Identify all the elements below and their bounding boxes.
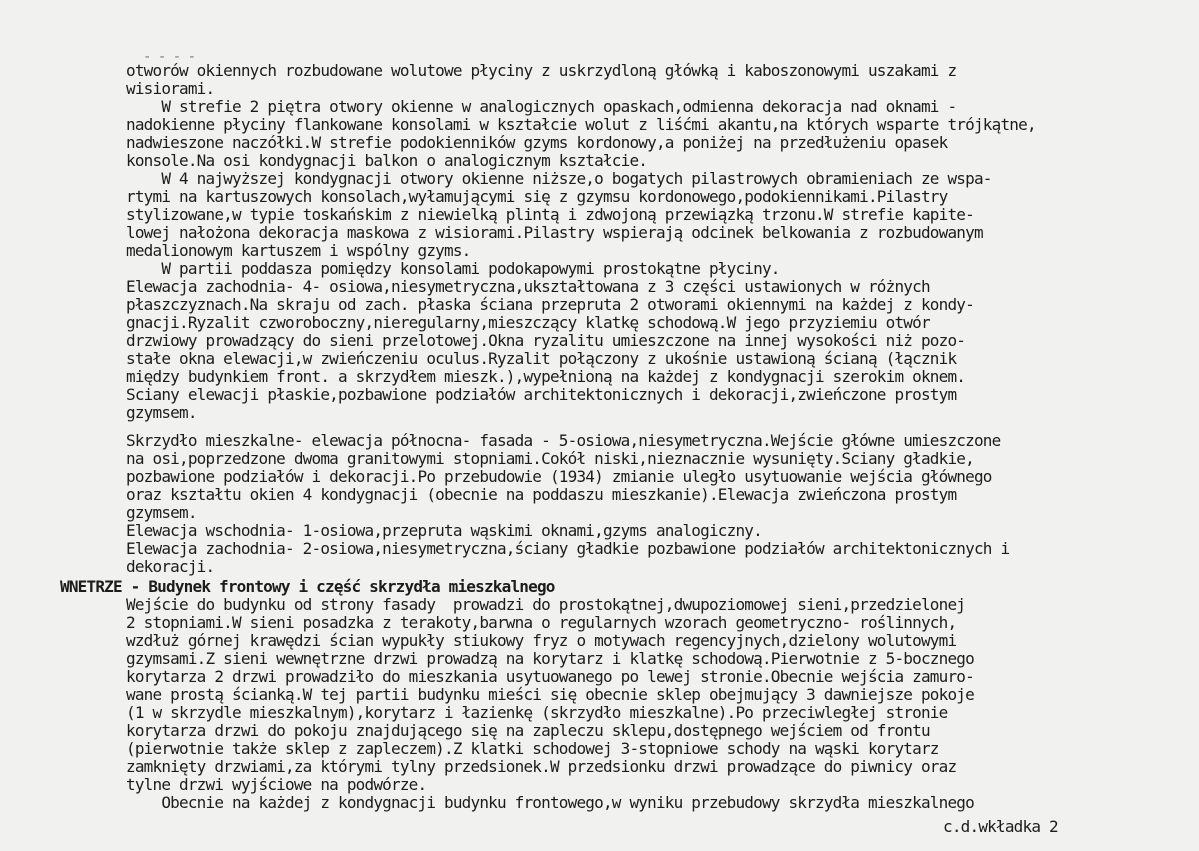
text-line: stałe okna elewacji,w zwieńczeniu oculus.Ryzalit połączony z ukośnie ustawioną ścianą (łącznik <box>126 349 957 368</box>
text-line: medalionowym kartuszem i wspólny gzyms. <box>126 241 471 260</box>
text-line: Elewacja zachodnia- 2-osiowa,niesymetryczna,ściany gładkie pozbawione podziałów architektonicznych i <box>126 539 1010 558</box>
text-line: gzymsem. <box>126 503 197 522</box>
text-line: zamknięty drzwiami,za którymi tylny przedsionek.W przedsionku drzwi prowadzące do piwnicy oraz <box>126 757 957 776</box>
text-line: (1 w skrzydle mieszkalnym),korytarz i łazienkę (skrzydło mieszkalne).Po przeciwległej stronie <box>126 703 948 722</box>
text-line: gnacji.Ryzalit czworoboczny,nieregularny,mieszczący klatkę schodową.W jego przyziemiu otwór <box>126 313 930 332</box>
text-line: lowej nałożona dekoracja maskowa z wisiorami.Pilastry wspierają odcinek belkowania z rozbudowanym <box>126 223 983 242</box>
text-line: dekoracji. <box>126 557 215 576</box>
text-line: rtymi na kartuszowych konsolach,wyłamującymi się z gzymsu kordonowego,podokiennikami.Pilastry <box>126 187 948 206</box>
text-line: tylne drzwi wyjściowe na podwórze. <box>126 775 427 794</box>
text-line: 2 stopniami.W sieni posadzka z terakoty,barwna o regularnych wzorach geometryczno- roślinnych, <box>126 613 957 632</box>
text-line: stylizowane,w typie toskańskim z niewielką plintą i zdwojoną przewiązką trzonu.W strefie kapite- <box>126 205 974 224</box>
text-line: nadokienne płyciny flankowane konsolami w kształcie wolut z liśćmi akantu,na których wsparte trójkątne, <box>126 115 1036 134</box>
text-line: oraz kształtu okien 4 kondygnacji (obecnie na poddaszu mieszkanie).Elewacja zwieńczona prostym <box>126 485 957 504</box>
text-line: korytarza drzwi do pokoju znajdującego się na zapleczu sklepu,dostępnego wejściem od frontu <box>126 721 930 740</box>
text-line: Elewacja wschodnia- 1-osiowa,przepruta wąskimi oknami,gzyms analogiczny. <box>126 521 762 540</box>
text-line: na osi,poprzedzone dwoma granitowymi stopniami.Cokół niski,nieznacznie wysunięty.Sciany gładkie, <box>126 449 974 468</box>
text-line: Skrzydło mieszkalne- elewacja północna- fasada - 5-osiowa,niesymetryczna.Wejście główne umieszczone <box>126 431 1001 450</box>
text-line: płaszczyznach.Na skraju od zach. płaska ściana przepruta 2 otworami okiennymi na każdej z kondy- <box>126 295 974 314</box>
text-line: wane prostą ścianką.W tej partii budynku mieści się obecnie sklep obejmujący 3 dawniejsze pokoje <box>126 685 974 704</box>
text-line: Wejście do budynku od strony fasady prowadzi do prostokątnej,dwupoziomowej sieni,przedzielonej <box>126 595 966 614</box>
text-line: między budynkiem front. a skrzydłem mieszk.),wypełnioną na każdej z kondygnacji szerokim oknem. <box>126 367 966 386</box>
continuation-note: c.d.wkładka 2 <box>943 817 1058 836</box>
text-line: pozbawione podziałów i dekoracji.Po przebudowie (1934) zmianie uległo usytuowanie wejścia głównego <box>126 467 992 486</box>
text-line: otworów okiennych rozbudowane wolutowe płyciny z uskrzydloną główką i kaboszonowymi uszakami z <box>126 61 957 80</box>
text-line: gzymsem. <box>126 403 197 422</box>
top-mark: - - - - <box>143 49 196 65</box>
text-line: wzdłuż górnej krawędzi ścian wypukły stiukowy fryz o motywach regencyjnych,dzielony wolutowymi <box>126 631 957 650</box>
text-line: konsole.Na osi kondygnacji balkon o analogicznym kształcie. <box>126 151 648 170</box>
text-line: Sciany elewacji płaskie,pozbawione podziałów architektonicznych i dekoracji,zwieńczone prostym <box>126 385 957 404</box>
text-line: W 4 najwyższej kondygnacji otwory okienne niższe,o bogatych pilastrowych obramieniach ze wspa- <box>126 169 992 188</box>
text-line: wisiorami. <box>126 79 215 98</box>
text-line: drzwiowy prowadzący do sieni przelotowej.Okna ryzalitu umieszczone na innej wysokości niż pozo- <box>126 331 966 350</box>
text-line: Obecnie na każdej z kondygnacji budynku frontowego,w wyniku przebudowy skrzydła mieszkalnego <box>126 793 974 812</box>
text-line: Elewacja zachodnia- 4- osiowa,niesymetryczna,ukształtowana z 3 części ustawionych w różnych <box>126 277 930 296</box>
text-line: W strefie 2 piętra otwory okienne w analogicznych opaskach,odmienna dekoracja nad oknami - <box>126 97 957 116</box>
section-heading-wnetrze: WNETRZE - Budynek frontowy i część skrzydła mieszkalnego <box>60 577 555 596</box>
text-line: (pierwotnie także sklep z zapleczem).Z klatki schodowej 3-stopniowe schody na wąski korytarz <box>126 739 939 758</box>
text-line: nadwieszone naczółki.W strefie podokienników gzyms kordonowy,a poniżej na przedłużeniu opasek <box>126 133 948 152</box>
text-line: W partii poddasza pomiędzy konsolami podokapowymi prostokątne płyciny. <box>126 259 780 278</box>
text-line: gzymsami.Z sieni wewnętrzne drzwi prowadzą na korytarz i klatkę schodową.Pierwotnie z 5-bocznego <box>126 649 974 668</box>
text-line: korytarza 2 drzwi prowadziło do mieszkania usytuowanego po lewej stronie.Obecnie wejścia zamuro- <box>126 667 974 686</box>
